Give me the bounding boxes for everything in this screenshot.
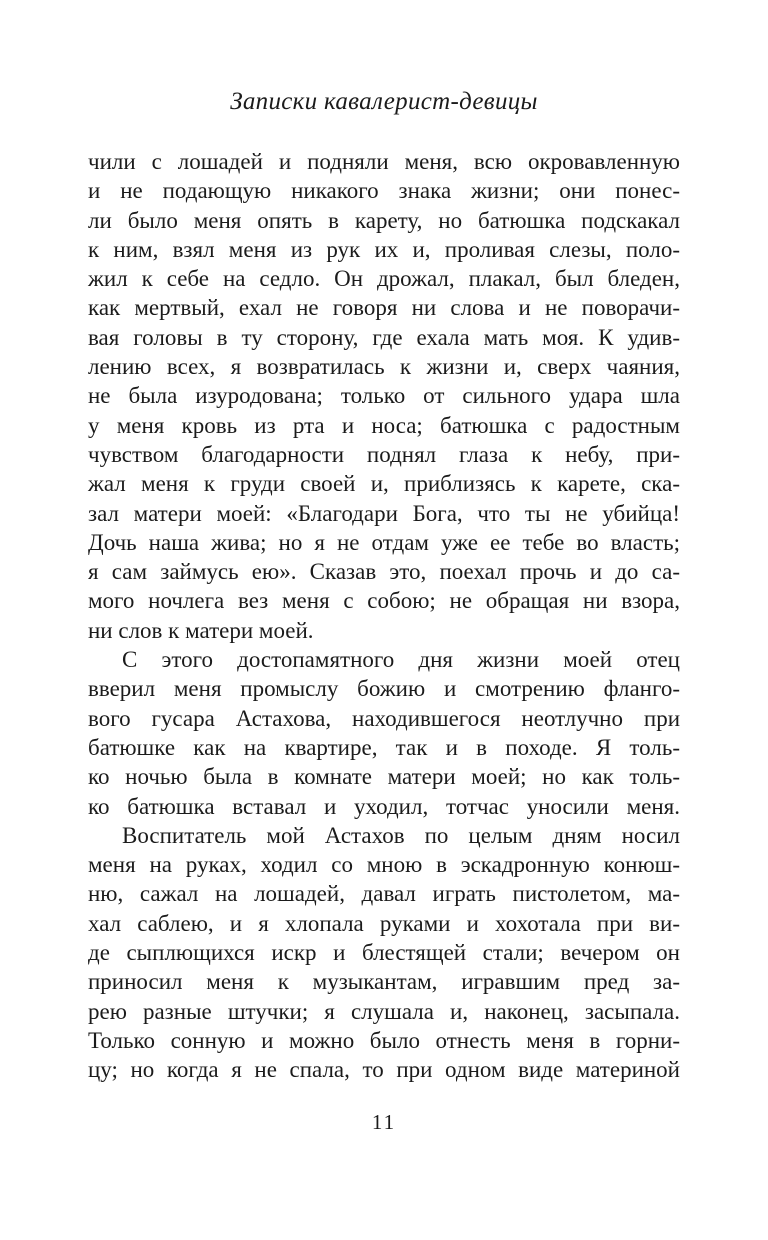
text-line: ли было меня опять в карету, но батюшка подскакал xyxy=(88,207,680,233)
text-line: Дочь наша жива; но я не отдам уже ее тебе во власть; xyxy=(88,529,680,555)
text-line: ни слов к матери моей. xyxy=(88,617,314,643)
text-line: вверил меня промыслу божию и смотрению фланго- xyxy=(88,676,680,702)
text-line: батюшке как на квартире, так и в походе. Я толь- xyxy=(88,734,680,760)
text-line: и не подающую никакого знака жизни; они понес- xyxy=(88,178,680,204)
text-line: С этого достопамятного дня жизни моей отец xyxy=(122,647,680,673)
text-line: не была изуродована; только от сильного удара шла xyxy=(88,383,680,409)
text-line: чили с лошадей и подняли меня, всю окровавленную xyxy=(88,149,680,174)
text-line: Только сонную и можно было отнесть меня в горни- xyxy=(88,1027,680,1053)
text-line: ню, сажал на лошадей, давал играть пистолетом, ма- xyxy=(88,881,680,907)
text-line: цу; но когда я не спала, то при одном виде материной xyxy=(88,1057,680,1083)
text-line: я сам займусь ею». Сказав это, поехал прочь и до са- xyxy=(88,559,680,585)
page-number: 11 xyxy=(371,1110,397,1134)
text-line: приносил меня к музыкантам, игравшим пред за- xyxy=(88,969,680,995)
text-line: жил к себе на седло. Он дрожал, плакал, был бледен, xyxy=(88,266,680,292)
text-line: жал меня к груди своей и, приблизясь к карете, ска- xyxy=(88,471,680,497)
text-line: у меня кровь из рта и носа; батюшка с радостным xyxy=(88,412,680,438)
text-line: зал матери моей: «Благодари Бога, что ты не убийца! xyxy=(88,500,680,526)
text-line: вого гусара Астахова, находившегося неотлучно при xyxy=(88,705,680,731)
text-line: ко ночью была в комнате матери моей; но как толь- xyxy=(88,764,680,790)
text-line: как мертвый, ехал не говоря ни слова и не поворачи- xyxy=(88,295,680,321)
text-line: Воспитатель мой Астахов по целым дням носил xyxy=(122,822,680,848)
text-line: к ним, взял меня из рук их и, проливая слезы, поло- xyxy=(88,236,680,262)
text-line: меня на руках, ходил со мною в эскадронную конюш- xyxy=(88,852,680,878)
text-line: рею разные штучки; я слушала и, наконец, засыпала. xyxy=(88,998,680,1024)
text-line: ко батюшка вставал и уходил, тотчас уносили меня. xyxy=(88,793,680,819)
running-header-title: Записки кавалерист-девицы xyxy=(230,88,538,115)
text-line: лению всех, я возвратилась к жизни и, сверх чаяния, xyxy=(88,354,680,380)
text-line: хал саблею, и я хлопала руками и хохотала при ви- xyxy=(88,910,680,936)
text-line: де сыплющихся искр и блестящей стали; вечером он xyxy=(88,940,680,966)
text-line: мого ночлега вез меня с собою; не обращая ни взора, xyxy=(88,588,680,614)
text-line: чувством благодарности поднял глаза к небу, при- xyxy=(88,441,680,467)
text-line: вая головы в ту сторону, где ехала мать моя. К удив- xyxy=(88,324,680,350)
page-body xyxy=(88,147,680,1085)
